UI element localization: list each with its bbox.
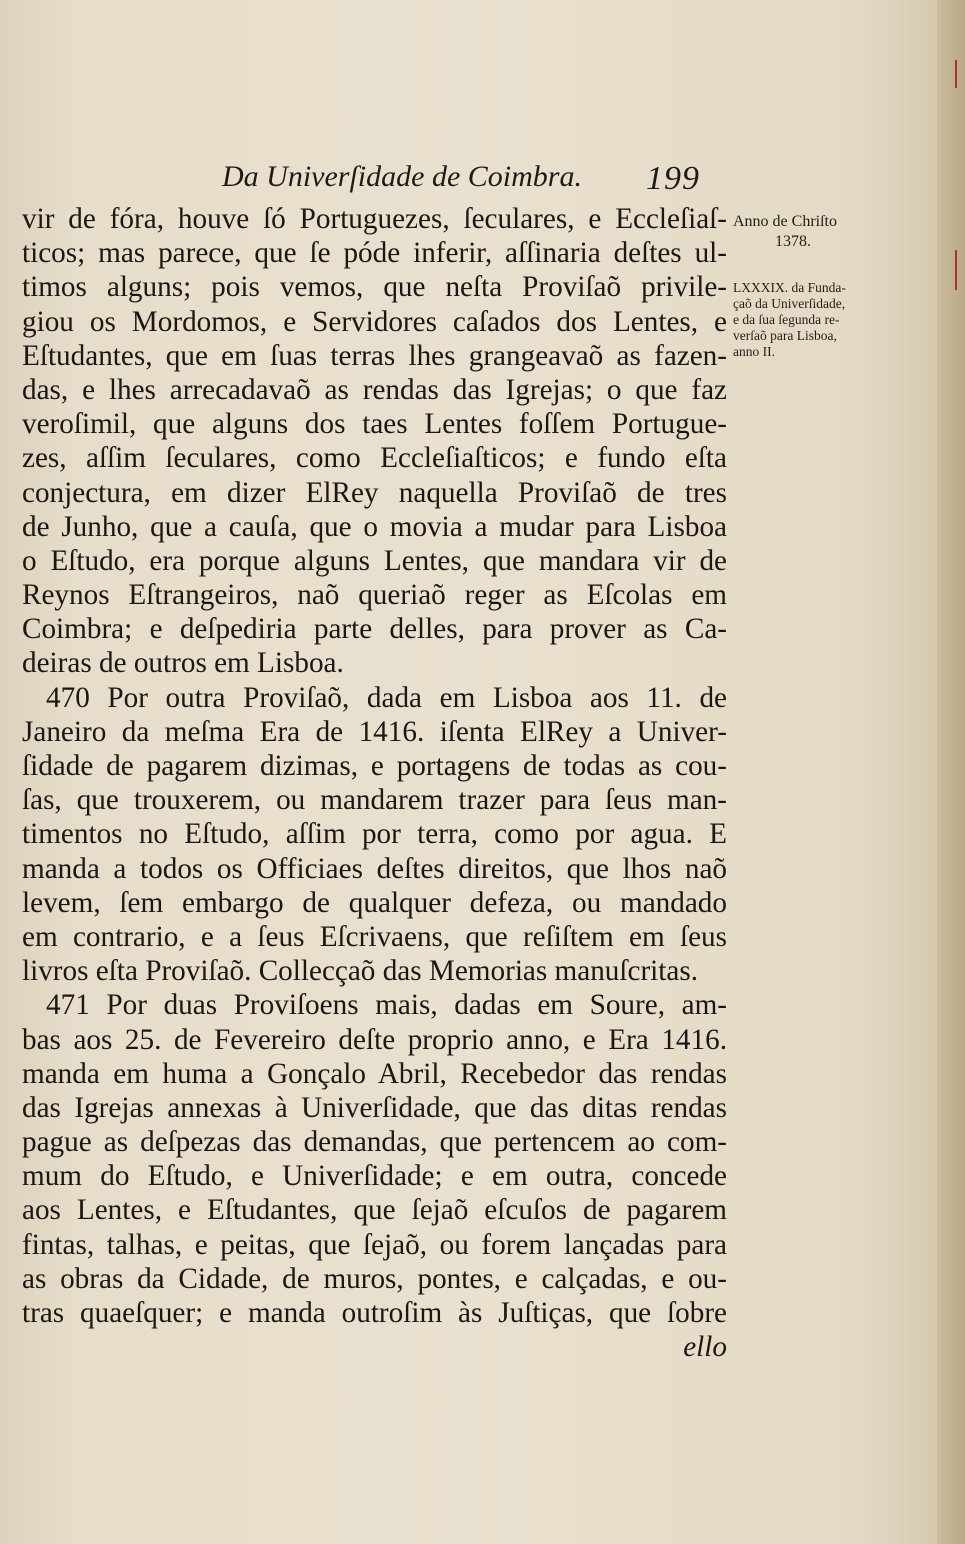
text-line: das Igrejas annexas à Univerſidade, que das ditas rendas [22,1091,727,1124]
margin-note-line: verſaõ para Lisboa, [733,328,837,343]
red-margin-mark [955,60,957,88]
text-line: Janeiro da meſma Era de 1416. iſenta ElRey a Univer- [22,715,727,748]
margin-note-line: LXXXIX. da Funda- [733,280,846,295]
red-margin-mark [955,250,957,290]
page-header [0,158,937,198]
text-line: das, e lhes arrecadavaõ as rendas das Igrejas; o que faz [22,373,727,406]
text-line: tras quaeſquer; e manda outroſim às Juſtiças, que ſobre [22,1297,727,1329]
margin-note [733,212,933,360]
margin-note-line: e da ſua ſegunda re- [733,312,840,327]
text-line: manda em huma a Gonçalo Abril, Recebedor das rendas [22,1057,727,1090]
text-line: ticos; mas parece, que ſe póde inferir, aſſinaria deſtes ul- [22,237,727,270]
text-line: timos alguns; pois vemos, que neſta Proviſaõ privile- [22,271,727,304]
text-line: mum do Eſtudo, e Univerſidade; e em outra, concede [22,1160,727,1193]
margin-note-year: 1378. [775,233,811,250]
text-line: o Eſtudo, era porque alguns Lentes, que mandara vir de [22,544,727,577]
text-line: giou os Mordomos, e Servidores caſados dos Lentes, e [22,305,727,338]
text-line: deiras de outros em Lisboa. [22,647,344,680]
text-line: levem, ſem embargo de qualquer defeza, ou mandado [22,886,727,919]
margin-note-year-label: Anno de Chriſto [733,213,837,230]
text-line: conjectura, em dizer ElRey naquella Proviſaõ de tres [22,476,727,509]
text-line: veroſimil, que alguns dos taes Lentes foſſem Portugue- [22,408,727,441]
text-line: as obras da Cidade, de muros, pontes, e calçadas, e ou- [22,1262,727,1295]
text-line: pague as deſpezas das demandas, que pertencem ao com- [22,1126,727,1159]
show-through-text [232,122,241,160]
page-number: 199 [646,160,700,197]
text-line: zes, aſſim ſeculares, como Eccleſiaſticos; e fundo eſta [22,442,727,475]
text-line: manda a todos os Officiaes deſtes direitos, que lhos naõ [22,852,727,885]
margin-note-line: çaõ da Univerſidade, [733,296,846,311]
text-line: em contrario, e a ſeus Eſcrivaens, que reſiſtem em ſeus [22,920,727,953]
text-line: de Junho, que a cauſa, que o movia a mudar para Lisboa [22,510,727,543]
text-line: ſas, que trouxerem, ou mandarem trazer para ſeus man- [22,784,727,817]
text-line: Eſtudantes, que em ſuas terras lhes grangeavaõ as fazen- [22,339,727,372]
catchword: ello [683,1331,727,1364]
text-line: aos Lentes, e Eſtudantes, que ſejaõ eſcuſos de pagarem [22,1194,727,1227]
text-line: bas aos 25. de Fevereiro deſte proprio anno, e Era 1416. [22,1023,727,1056]
text-line: Coimbra; e deſpediria parte delles, para prover as Ca- [22,613,727,646]
text-line: fintas, talhas, e peitas, que ſejaõ, ou forem lançadas para [22,1228,727,1261]
main-text-block [22,202,727,1364]
paragraph-470-start: 470 Por outra Proviſaõ, dada em Lisboa aos 11. de [46,681,727,714]
text-line: vir de fóra, houve ſó Portuguezes, ſeculares, e Eccleſiaſ- [22,203,727,235]
book-spine [937,0,965,1544]
text-line: livros eſta Proviſaõ. Collecçaõ das Memorias manuſcritas. [22,955,699,988]
running-title: Da Univerſidade de Coimbra. [222,160,582,193]
text-line: ſidade de pagarem dizimas, e portagens de todas as cou- [22,750,727,782]
text-line: timentos no Eſtudo, aſſim por terra, como por agua. E [22,818,727,851]
paragraph-471-start: 471 Por duas Proviſoens mais, dadas em Soure, am- [46,989,727,1022]
margin-note-line: anno II. [733,344,775,359]
text-line: Reynos Eſtrangeiros, naõ queriaõ reger as Eſcolas em [22,579,727,612]
